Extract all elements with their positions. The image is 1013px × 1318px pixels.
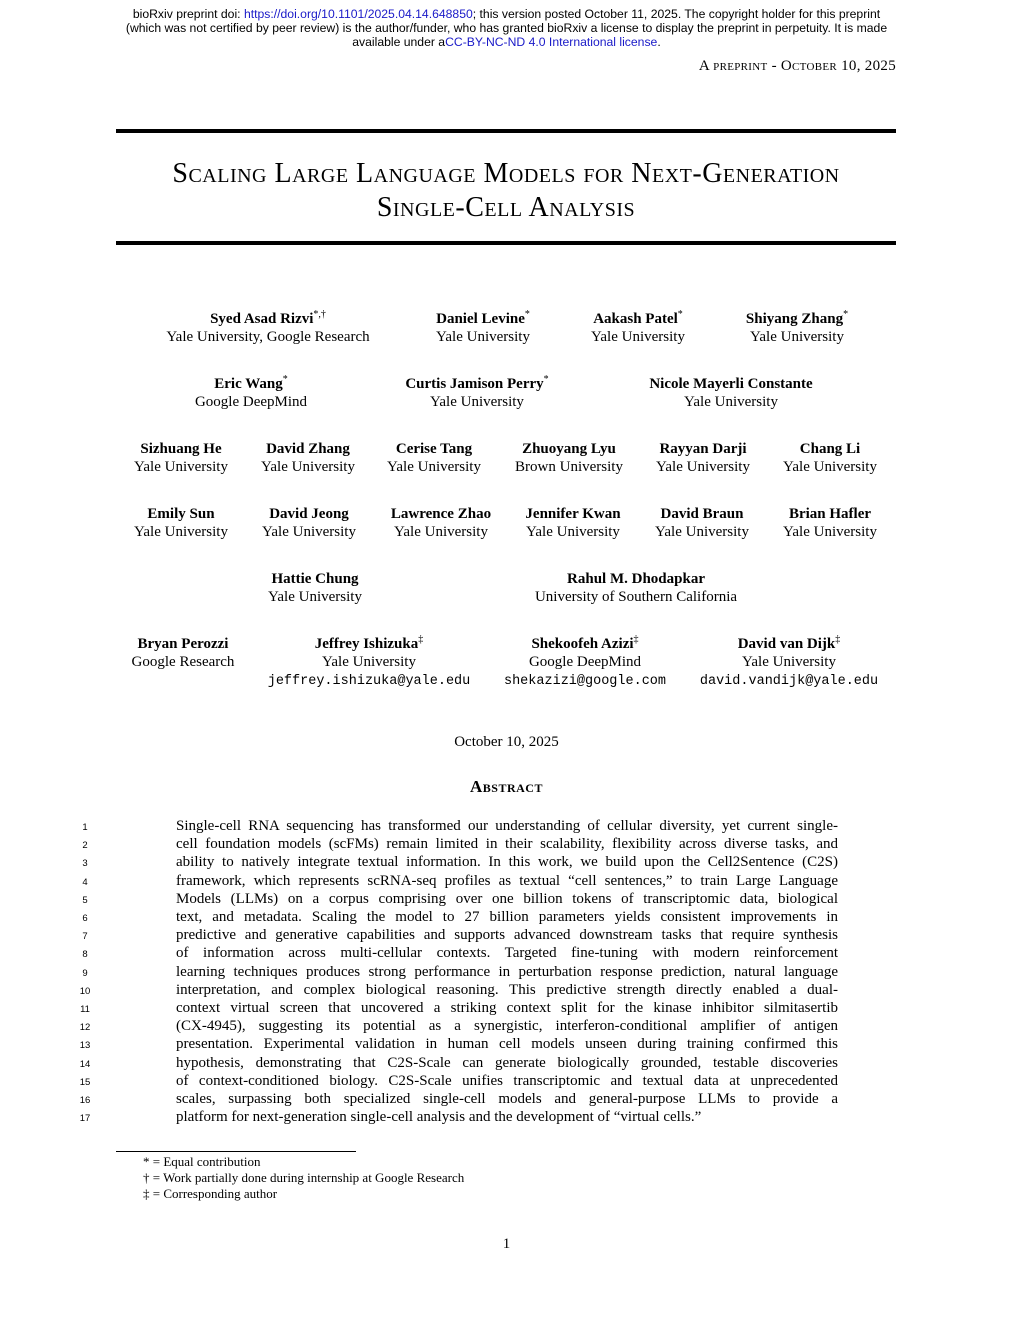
line-number: 5 [82, 894, 88, 906]
author-name-line [134, 501, 228, 523]
author-name-line [525, 501, 620, 523]
author-affiliation: Google DeepMind [194, 394, 308, 410]
abstract-line: Models (LLMs) on a corpus comprising over one billion tokens of transcriptomic data, biological [176, 890, 838, 907]
author-name-line [535, 566, 737, 588]
author-name: Zhuoyang Lyu [522, 441, 616, 457]
line-number: 7 [82, 931, 88, 943]
author-name: Rahul M. Dhodapkar [567, 571, 705, 587]
line-number: 15 [79, 1076, 91, 1088]
author-affiliation: Yale University [261, 459, 355, 475]
biorxiv-posted-text: ; this version posted October 11, 2025. The copyright holder for this preprint [472, 7, 881, 21]
author-name: David Jeong [269, 506, 349, 522]
abstract-line: Single-cell RNA sequencing has transformed our understanding of cellular diversity, yet current single- [176, 818, 838, 834]
author-email[interactable]: david.vandijk@yale.edu [699, 674, 879, 689]
line-number: 11 [80, 1004, 90, 1015]
author-name-line [134, 436, 228, 458]
line-number: 8 [82, 949, 88, 961]
author-block [535, 566, 737, 606]
license-suffix: . [657, 35, 661, 49]
author-block [405, 371, 548, 411]
abstract-line: hypothesis, demonstrating that C2S-Scale can generate biologically grounded, testable discoveries [176, 1054, 838, 1071]
author-name: Aakash Patel [593, 311, 678, 327]
author-name: David Braun [660, 506, 744, 522]
line-number: 14 [79, 1058, 91, 1070]
paper-title-line-1: Scaling Large Language Models for Next-Generation [172, 158, 840, 189]
author-name-line [700, 631, 878, 653]
author-name-line [746, 306, 848, 328]
author-affiliation: Yale University [783, 459, 877, 475]
author-affiliation: Yale University [134, 459, 228, 475]
author-name: David Zhang [266, 441, 350, 457]
author-email[interactable]: shekazizi@google.com [503, 674, 667, 689]
author-block [656, 436, 750, 476]
line-number: 4 [82, 876, 88, 888]
biorxiv-header-line-2: (which was not certified by peer review) is the author/funder, who has granted bioRxiv a license to display the preprint in perpetuity. It is made [125, 21, 888, 35]
author-name-line [166, 306, 369, 328]
title-rule-bottom [116, 241, 896, 245]
author-marks: ‡ [418, 634, 424, 645]
author-name-line [195, 371, 307, 393]
author-name-line [783, 436, 877, 458]
author-name-line [268, 566, 362, 588]
author-name-line [655, 501, 749, 523]
author-affiliation: Yale University [591, 329, 685, 345]
paper-title [116, 157, 896, 225]
author-affiliation: Yale University [655, 524, 749, 540]
author-affiliation: Brown University [515, 459, 623, 475]
author-name-line [405, 371, 548, 393]
author-name: Jeffrey Ishizuka [314, 636, 419, 652]
author-name-line [387, 436, 481, 458]
author-marks: *,† [313, 309, 326, 320]
author-name: Cerise Tang [395, 441, 473, 457]
author-block [783, 501, 877, 541]
running-head: A preprint - October 10, 2025 [698, 58, 896, 74]
author-block [391, 501, 491, 541]
author-block [134, 501, 228, 541]
abstract-line: (CX-4945), suggesting its potential as a synergistic, interferon-conditional amplifier of antigen [176, 1018, 838, 1035]
author-name: Chang Li [799, 441, 861, 457]
author-block [134, 436, 228, 476]
line-number: 3 [82, 858, 88, 870]
author-name-line [591, 306, 685, 328]
author-block [700, 631, 878, 692]
author-block [261, 436, 355, 476]
footnote: * = Equal contribution [143, 1154, 261, 1169]
author-block [387, 436, 481, 476]
author-affiliation: Yale University [322, 654, 416, 670]
author-affiliation: Yale University [750, 329, 844, 345]
author-affiliation: Yale University [436, 329, 530, 345]
author-affiliation: Yale University [387, 459, 481, 475]
line-number: 10 [79, 985, 91, 997]
author-marks: ‡ [633, 634, 639, 645]
abstract-line: framework, which represents scRNA-seq profiles as textual “cell sentences,” to train Large Language [176, 872, 838, 889]
author-marks: * [282, 374, 288, 385]
author-name: Hattie Chung [271, 571, 359, 587]
author-affiliation: Yale University [430, 394, 524, 410]
biorxiv-header [0, 7, 1013, 49]
author-name: Rayyan Darji [659, 441, 747, 457]
author-block [655, 501, 749, 541]
author-affiliation: Yale University [134, 524, 228, 540]
abstract-line: cell foundation models (scFMs) remain limited in their scalability, flexibility across diverse tasks, and [176, 836, 838, 853]
author-block [515, 436, 623, 476]
author-name-line [515, 436, 623, 458]
author-marks: * [843, 309, 849, 320]
author-name: Brian Hafler [788, 506, 872, 522]
author-name: Sizhuang He [140, 441, 222, 457]
author-name-line [783, 501, 877, 523]
author-name-line [504, 631, 666, 653]
abstract-line: predictive and generative capabilities and supports advanced downstream tasks that require synthesis [176, 927, 838, 944]
author-affiliation: Google DeepMind [528, 654, 642, 670]
author-name: Emily Sun [147, 506, 215, 522]
author-block [268, 631, 471, 692]
footnote: † = Work partially done during internship at Google Research [143, 1170, 465, 1185]
title-rule-top [116, 129, 896, 133]
author-affiliation: Yale University [742, 654, 836, 670]
author-name: Shiyang Zhang [745, 311, 844, 327]
author-block [525, 501, 620, 541]
biorxiv-header-line-1 [0, 7, 1013, 21]
author-name-line [656, 436, 750, 458]
line-number: 12 [79, 1022, 91, 1034]
author-affiliation: Yale University [394, 524, 488, 540]
abstract-line: ability to natively integrate textual information. In this work, we build upon the Cell2Sentence (C2S) [176, 854, 838, 871]
author-name-line [649, 371, 812, 393]
abstract-line: context virtual screen that uncovered a striking context split for the kinase inhibitor silmitasertib [176, 1000, 838, 1016]
author-affiliation: Yale University [526, 524, 620, 540]
author-name: Syed Asad Rizvi [210, 311, 314, 327]
abstract-line: learning techniques produces strong performance in perturbation response prediction, natural language [176, 963, 838, 980]
author-block [436, 306, 530, 346]
author-name-line [391, 501, 491, 523]
license-prefix: available under a [352, 35, 446, 49]
license-link[interactable]: CC-BY-NC-ND 4.0 International license [445, 35, 658, 49]
abstract-line: text, and metadata. Scaling the model to 27 billion parameters yields consistent improvements in [176, 909, 838, 925]
author-name: Eric Wang [214, 376, 283, 392]
author-name-line [132, 631, 235, 653]
line-number: 17 [79, 1113, 91, 1125]
author-name: Daniel Levine [436, 311, 525, 327]
author-name-line [436, 306, 530, 328]
author-affiliation: Yale University [656, 459, 750, 475]
author-affiliation: Yale University [783, 524, 877, 540]
abstract-line: presentation. Experimental validation in human cell models unseen during training confirmed this [176, 1036, 838, 1053]
line-number: 6 [82, 913, 88, 924]
author-block [783, 436, 877, 476]
line-number: 2 [82, 840, 88, 852]
author-name-line [268, 631, 471, 653]
page-number: 1 [502, 1236, 511, 1252]
footnote: ‡ = Corresponding author [143, 1186, 278, 1201]
abstract-line: platform for next-generation single-cell analysis and the development of “virtual cells.” [176, 1109, 702, 1126]
biorxiv-doi-prefix: bioRxiv preprint doi: [132, 7, 244, 21]
author-name: Shekoofeh Azizi [531, 636, 634, 652]
author-affiliation: Yale University [268, 589, 362, 605]
author-block [195, 371, 307, 411]
line-number: 13 [79, 1040, 91, 1052]
abstract-line: of context-conditioned biology. C2S-Scale unifies transcriptomic and textual data at unprecedented [176, 1072, 838, 1089]
author-affiliation: Google Research [131, 654, 235, 670]
author-name-line [262, 501, 356, 523]
footnote-rule [116, 1151, 356, 1152]
author-block [746, 306, 848, 346]
author-marks: * [677, 309, 683, 320]
biorxiv-header-line-3 [0, 35, 1013, 49]
author-name: Curtis Jamison Perry [405, 376, 544, 392]
author-affiliation: Yale University, Google Research [166, 329, 370, 345]
author-affiliation: Yale University [262, 524, 356, 540]
author-name: Lawrence Zhao [390, 506, 492, 522]
author-block [649, 371, 812, 411]
abstract-line: of information across multi-cellular contexts. Targeted fine-tuning with modern reinforcement [176, 945, 838, 962]
abstract-line: interpretation, and complex biological reasoning. This predictive strength directly enabled a dual- [176, 981, 838, 998]
paper-date: October 10, 2025 [454, 734, 559, 750]
paper-title-line-2: Single-Cell Analysis [376, 192, 636, 223]
author-name: Jennifer Kwan [525, 506, 621, 522]
author-block [262, 501, 356, 541]
author-marks: ‡ [835, 634, 841, 645]
author-block [268, 566, 362, 606]
line-number: 16 [79, 1095, 91, 1106]
author-name-line [261, 436, 355, 458]
abstract-heading: Abstract [470, 777, 543, 796]
author-name: Bryan Perozzi [137, 636, 229, 652]
author-name: David van Dijk [737, 636, 836, 652]
author-block [166, 306, 369, 346]
line-number: 9 [82, 967, 88, 979]
author-affiliation: Yale University [684, 394, 778, 410]
line-number: 1 [82, 822, 88, 833]
author-block [132, 631, 235, 671]
author-marks: * [543, 374, 549, 385]
author-block [504, 631, 666, 692]
author-marks: * [524, 309, 530, 320]
author-email[interactable]: jeffrey.ishizuka@yale.edu [267, 674, 471, 689]
author-block [591, 306, 685, 346]
author-affiliation: University of Southern California [534, 589, 738, 605]
author-name: Nicole Mayerli Constante [649, 376, 813, 392]
abstract-line: scales, surpassing both specialized single-cell models and general-purpose LLMs to provide a [176, 1091, 838, 1107]
doi-link[interactable]: https://doi.org/10.1101/2025.04.14.648850 [243, 7, 473, 21]
